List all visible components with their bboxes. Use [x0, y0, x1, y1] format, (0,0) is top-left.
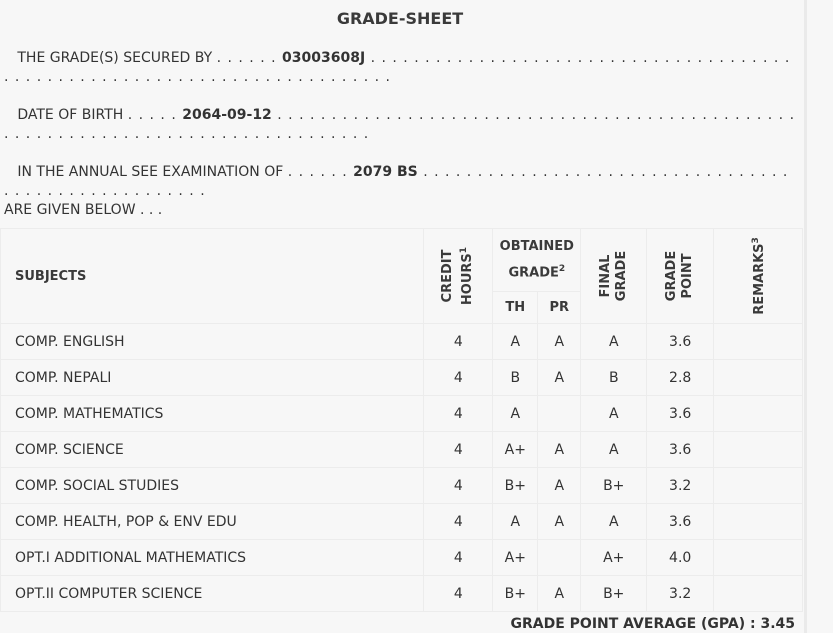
grade-point-cell: 3.2 [647, 468, 714, 504]
final-grade-cell: A [581, 324, 647, 360]
exam-suffix: ARE GIVEN BELOW . . . [4, 202, 163, 218]
th-grade-cell: B [493, 360, 538, 396]
remarks-cell [714, 540, 803, 576]
header-grade-point: GRADE POINT [647, 229, 714, 324]
th-grade-cell: B+ [493, 576, 538, 612]
exam-value: 2079 BS [353, 164, 418, 180]
table-row [1, 324, 803, 360]
th-grade-cell: A [493, 504, 538, 540]
secured-by-line: THE GRADE(S) SECURED BY . . . . . . 03003608J . . . . . . . . . . . . . . . . . . . . . . . . . . . . . . . . . . . . . . . . . . . . . . . . . . . . . . . . . . . . . . . . . . . . . . . . . . . [4, 50, 791, 85]
table-row [1, 360, 803, 396]
dob-value: 2064-09-12 [182, 107, 272, 123]
credit-cell: 4 [424, 432, 493, 468]
final-grade-cell: A [581, 504, 647, 540]
credit-cell: 4 [424, 360, 493, 396]
pr-grade-cell: A [538, 432, 581, 468]
th-grade-cell: A+ [493, 432, 538, 468]
remarks-cell [714, 504, 803, 540]
subject-cell: OPT.I ADDITIONAL MATHEMATICS [1, 540, 424, 576]
header-credit-hours: CREDIT HOURS$^1$ [424, 229, 493, 324]
header-subjects: SUBJECTS [1, 229, 424, 324]
pr-grade-cell [538, 396, 581, 432]
dob-line: DATE OF BIRTH . . . . . 2064-09-12 . . . . . . . . . . . . . . . . . . . . . . . . . . . . . . . . . . . . . . . . . . . . . . . . . . . . . . . . . . . . . . . . . . . . . . . . . . . . . . . . . . [4, 107, 796, 142]
credit-cell: 4 [424, 396, 493, 432]
final-grade-cell: A [581, 432, 647, 468]
table-row [1, 576, 803, 612]
final-grade-cell: B+ [581, 468, 647, 504]
header-th: TH [493, 291, 538, 323]
pr-grade-cell [538, 540, 581, 576]
gpa-label: GRADE POINT AVERAGE (GPA) : [510, 616, 756, 632]
remarks-cell [714, 432, 803, 468]
page-title: GRADE-SHEET [336, 9, 464, 28]
remarks-cell [714, 324, 803, 360]
remarks-cell [714, 360, 803, 396]
pr-grade-cell: A [538, 324, 581, 360]
dob-label: DATE OF BIRTH [17, 107, 124, 123]
credit-cell: 4 [424, 540, 493, 576]
subject-cell: COMP. MATHEMATICS [1, 396, 424, 432]
subject-cell: COMP. ENGLISH [1, 324, 424, 360]
table-row [1, 396, 803, 432]
th-grade-cell: B+ [493, 468, 538, 504]
subject-cell: COMP. SCIENCE [1, 432, 424, 468]
credit-cell: 4 [424, 504, 493, 540]
grade-point-cell: 3.6 [647, 324, 714, 360]
table-row [1, 540, 803, 576]
credit-cell: 4 [424, 324, 493, 360]
pr-grade-cell: A [538, 468, 581, 504]
grade-table [0, 228, 803, 612]
grade-point-cell: 3.6 [647, 432, 714, 468]
remarks-cell [714, 576, 803, 612]
header-final-grade: FINAL GRADE [581, 229, 647, 324]
gpa-value: 3.45 [760, 616, 795, 632]
pr-grade-cell: A [538, 576, 581, 612]
subject-cell: COMP. HEALTH, POP & ENV EDU [1, 504, 424, 540]
grade-point-cell: 2.8 [647, 360, 714, 396]
header-remarks: REMARKS$^3$ [714, 229, 803, 324]
header-pr: PR [538, 291, 581, 323]
remarks-cell [714, 396, 803, 432]
final-grade-cell: A [581, 396, 647, 432]
exam-label: IN THE ANNUAL SEE EXAMINATION OF [17, 164, 284, 180]
remarks-cell [714, 468, 803, 504]
subject-cell: COMP. NEPALI [1, 360, 424, 396]
grade-point-cell: 3.6 [647, 504, 714, 540]
subject-cell: OPT.II COMPUTER SCIENCE [1, 576, 424, 612]
final-grade-cell: A+ [581, 540, 647, 576]
header-obtained-grade: OBTAINED GRADE$^2$ [493, 229, 581, 292]
secured-by-label: THE GRADE(S) SECURED BY [17, 50, 213, 66]
subject-cell: COMP. SOCIAL STUDIES [1, 468, 424, 504]
pr-grade-cell: A [538, 504, 581, 540]
th-grade-cell: A [493, 324, 538, 360]
table-row [1, 432, 803, 468]
final-grade-cell: B+ [581, 576, 647, 612]
exam-line: IN THE ANNUAL SEE EXAMINATION OF . . . . . . 2079 BS . . . . . . . . . . . . . . . . . . . . . . . . . . . . . . . . . . . . . . . . . . . . . . . . . . . . . ARE GIVEN BELOW . . . [4, 164, 789, 218]
gpa-line [511, 616, 796, 632]
final-grade-cell: B [581, 360, 647, 396]
th-grade-cell: A [493, 396, 538, 432]
th-grade-cell: A+ [493, 540, 538, 576]
table-row [1, 504, 803, 540]
credit-cell: 4 [424, 468, 493, 504]
pr-grade-cell: A [538, 360, 581, 396]
grade-point-cell: 3.2 [647, 576, 714, 612]
secured-by-value: 03003608J [282, 50, 366, 66]
table-row [1, 468, 803, 504]
credit-cell: 4 [424, 576, 493, 612]
grade-point-cell: 4.0 [647, 540, 714, 576]
grade-point-cell: 3.6 [647, 396, 714, 432]
right-border [804, 0, 807, 633]
